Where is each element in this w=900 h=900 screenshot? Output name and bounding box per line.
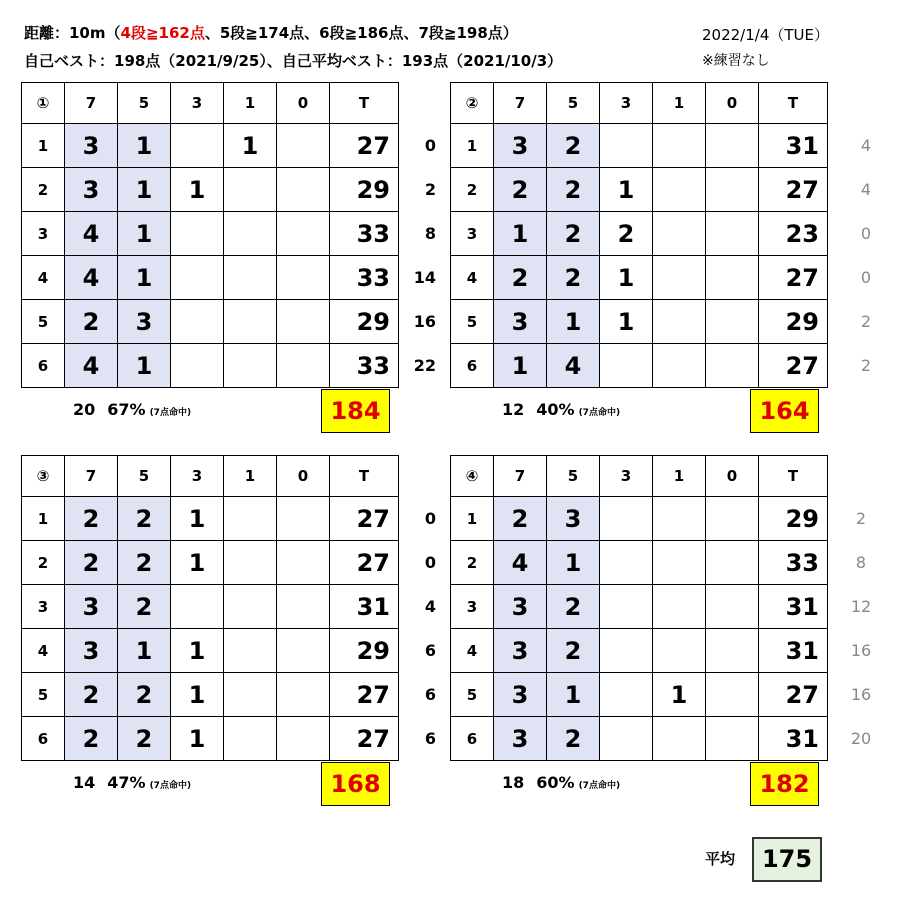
card-label: ①	[22, 83, 65, 124]
hit-percentage-note: (7点命中)	[578, 781, 621, 791]
column-header: 0	[706, 83, 759, 124]
hit-count-cell	[277, 629, 330, 673]
end-total: 33	[330, 256, 399, 300]
hit-count-cell: 4	[65, 212, 118, 256]
side-count: 4	[860, 180, 872, 199]
hit-count-cell: 3	[494, 717, 547, 761]
hit-count-cell	[600, 629, 653, 673]
hit-count-cell	[706, 256, 759, 300]
distance-rank-line	[24, 22, 518, 43]
end-total: 31	[330, 585, 399, 629]
hit-count-cell: 1	[171, 541, 224, 585]
column-header: 3	[600, 456, 653, 497]
hit-count-cell: 2	[65, 541, 118, 585]
hit-count-cell: 1	[118, 212, 171, 256]
hit-count-cell	[277, 497, 330, 541]
card-label: ④	[451, 456, 494, 497]
end-number: 2	[22, 168, 65, 212]
end-total: 29	[759, 300, 828, 344]
hit-count-cell	[277, 300, 330, 344]
column-header: 1	[224, 456, 277, 497]
hit-count-cell: 2	[547, 717, 600, 761]
end-total: 29	[330, 168, 399, 212]
end-total: 27	[759, 256, 828, 300]
hit-count-cell	[277, 168, 330, 212]
hit-count-cell	[224, 344, 277, 388]
end-total: 27	[330, 497, 399, 541]
hit-percentage: 67%	[107, 400, 146, 419]
end-row	[22, 673, 399, 717]
end-row	[451, 212, 828, 256]
running-count: 8	[424, 224, 436, 243]
end-number: 1	[451, 497, 494, 541]
end-row	[22, 124, 399, 168]
hit-count-cell: 2	[547, 256, 600, 300]
hit-count-cell: 2	[118, 673, 171, 717]
hit-count-cell	[706, 124, 759, 168]
hit-count-cell	[224, 168, 277, 212]
column-header: 1	[653, 83, 706, 124]
hit-count-cell: 1	[118, 256, 171, 300]
hit-count-cell	[600, 673, 653, 717]
hit-count-cell	[653, 124, 706, 168]
hit-count-cell	[706, 717, 759, 761]
hit-count-cell: 3	[494, 300, 547, 344]
column-header: 5	[118, 456, 171, 497]
hit-percentage-note: (7点命中)	[149, 781, 192, 791]
end-row	[451, 168, 828, 212]
hit-count-cell	[600, 344, 653, 388]
column-header: 3	[600, 83, 653, 124]
hit-count-cell	[706, 629, 759, 673]
hit-count-cell: 1	[118, 168, 171, 212]
date: 2022/1/4（TUE）	[702, 26, 829, 44]
hit-count-cell	[653, 585, 706, 629]
column-header: T	[759, 456, 828, 497]
hit-count: 14	[73, 773, 96, 792]
hit-percentage-note: (7点命中)	[149, 408, 192, 418]
hit-count-cell: 2	[547, 168, 600, 212]
hit-count-cell	[277, 124, 330, 168]
end-row	[22, 629, 399, 673]
score-card-3	[21, 455, 399, 761]
end-number: 5	[451, 300, 494, 344]
score-card-1	[21, 82, 399, 388]
card-total-score: 182	[750, 762, 819, 806]
running-count: 4	[424, 597, 436, 616]
end-row	[22, 344, 399, 388]
end-total: 29	[759, 497, 828, 541]
hit-count-cell	[224, 300, 277, 344]
hit-count-cell	[171, 124, 224, 168]
hit-count-cell: 2	[547, 124, 600, 168]
hit-count-cell	[224, 256, 277, 300]
end-number: 4	[22, 256, 65, 300]
hit-count-cell: 2	[600, 212, 653, 256]
column-header: 7	[494, 456, 547, 497]
average-value: 175	[752, 837, 822, 882]
end-number: 5	[22, 673, 65, 717]
end-row	[22, 212, 399, 256]
end-total: 27	[330, 124, 399, 168]
hit-count-cell: 2	[118, 585, 171, 629]
side-count: 0	[860, 224, 872, 243]
hit-count-cell: 2	[65, 673, 118, 717]
hit-count-cell	[171, 300, 224, 344]
hit-count-cell	[171, 212, 224, 256]
end-row	[451, 541, 828, 585]
end-total: 27	[759, 344, 828, 388]
hit-count-cell: 2	[65, 717, 118, 761]
hit-count-cell	[224, 585, 277, 629]
end-total: 27	[330, 717, 399, 761]
hit-count-cell: 3	[547, 497, 600, 541]
column-header: 0	[277, 456, 330, 497]
hit-count-cell	[171, 256, 224, 300]
hit-count-cell: 3	[65, 168, 118, 212]
hit-count-cell	[706, 497, 759, 541]
hit-count-cell	[653, 541, 706, 585]
running-count: 6	[424, 729, 436, 748]
card-total-score: 164	[750, 389, 819, 433]
end-number: 3	[451, 585, 494, 629]
hit-count-cell	[653, 168, 706, 212]
average-label: 平均	[705, 850, 736, 868]
end-row	[22, 168, 399, 212]
column-header: 7	[494, 83, 547, 124]
hit-count: 18	[502, 773, 525, 792]
card-total-score: 168	[321, 762, 390, 806]
end-number: 4	[451, 256, 494, 300]
hit-count-cell: 3	[65, 585, 118, 629]
hit-percentage: 47%	[107, 773, 146, 792]
hit-count-cell	[706, 585, 759, 629]
end-total: 33	[330, 212, 399, 256]
end-row	[451, 497, 828, 541]
distance-prefix: 距離：10m（	[24, 24, 121, 42]
hit-count-cell: 1	[224, 124, 277, 168]
end-row	[22, 256, 399, 300]
hit-count-cell: 1	[494, 344, 547, 388]
end-row	[451, 673, 828, 717]
practice-note: ※練習なし	[702, 53, 770, 69]
score-card-2	[450, 82, 828, 388]
end-number: 6	[22, 717, 65, 761]
end-row	[451, 124, 828, 168]
hit-count-cell: 3	[494, 629, 547, 673]
hit-count-cell: 2	[494, 168, 547, 212]
end-number: 6	[451, 344, 494, 388]
hit-count-cell: 2	[494, 256, 547, 300]
end-number: 2	[451, 541, 494, 585]
end-total: 29	[330, 300, 399, 344]
end-total: 31	[759, 717, 828, 761]
hit-count-cell	[224, 629, 277, 673]
hit-count-cell: 2	[118, 717, 171, 761]
hit-count-cell	[706, 300, 759, 344]
column-header: 5	[547, 456, 600, 497]
hit-count-cell: 1	[118, 124, 171, 168]
card-label: ③	[22, 456, 65, 497]
hit-count-cell: 1	[118, 344, 171, 388]
end-total: 33	[330, 344, 399, 388]
hit-count-cell	[277, 212, 330, 256]
hit-count-cell	[600, 541, 653, 585]
hit-count-cell: 2	[65, 497, 118, 541]
end-row	[451, 256, 828, 300]
column-header: T	[330, 456, 399, 497]
hit-count-cell: 2	[118, 541, 171, 585]
hit-count-cell: 3	[65, 629, 118, 673]
end-number: 3	[22, 212, 65, 256]
hit-count-cell	[171, 344, 224, 388]
hit-count-cell	[224, 212, 277, 256]
column-header: 3	[171, 456, 224, 497]
end-number: 5	[451, 673, 494, 717]
end-number: 1	[22, 124, 65, 168]
hit-count-cell: 1	[653, 673, 706, 717]
hit-count-cell	[653, 344, 706, 388]
side-count: 4	[860, 136, 872, 155]
side-count: 20	[850, 729, 872, 748]
column-header: 0	[277, 83, 330, 124]
hit-count-cell	[277, 541, 330, 585]
end-total: 31	[759, 585, 828, 629]
running-count: 16	[413, 312, 436, 331]
end-number: 2	[22, 541, 65, 585]
side-count: 16	[850, 641, 872, 660]
end-total: 27	[759, 168, 828, 212]
running-count: 6	[424, 641, 436, 660]
rank-thresholds: 、5段≧174点、6段≧186点、7段≧198点）	[204, 24, 518, 42]
end-total: 33	[759, 541, 828, 585]
side-count: 0	[860, 268, 872, 287]
hit-count-cell	[600, 124, 653, 168]
hit-count-cell	[277, 673, 330, 717]
hit-count-cell: 1	[171, 497, 224, 541]
hit-count-cell: 1	[600, 300, 653, 344]
hit-count-cell	[224, 541, 277, 585]
hit-summary	[502, 400, 620, 419]
end-row	[451, 344, 828, 388]
hit-count-cell: 1	[600, 168, 653, 212]
end-total: 29	[330, 629, 399, 673]
hit-count-cell	[171, 585, 224, 629]
end-number: 4	[22, 629, 65, 673]
score-card-4	[450, 455, 828, 761]
end-row	[22, 497, 399, 541]
end-row	[451, 629, 828, 673]
hit-count-cell	[653, 497, 706, 541]
hit-count-cell: 1	[600, 256, 653, 300]
column-header: T	[330, 83, 399, 124]
hit-count-cell: 1	[118, 629, 171, 673]
end-row	[22, 717, 399, 761]
column-header: 5	[118, 83, 171, 124]
end-number: 3	[451, 212, 494, 256]
end-total: 31	[759, 124, 828, 168]
end-number: 1	[22, 497, 65, 541]
end-row	[22, 585, 399, 629]
side-count: 2	[860, 356, 872, 375]
card-total-score: 184	[321, 389, 390, 433]
hit-count-cell: 3	[118, 300, 171, 344]
hit-count-cell	[653, 629, 706, 673]
hit-count-cell	[224, 673, 277, 717]
column-header: 1	[653, 456, 706, 497]
end-number: 6	[451, 717, 494, 761]
card-label: ②	[451, 83, 494, 124]
hit-count-cell: 2	[494, 497, 547, 541]
hit-count-cell: 4	[547, 344, 600, 388]
end-number: 5	[22, 300, 65, 344]
hit-count-cell	[706, 212, 759, 256]
end-row	[451, 300, 828, 344]
running-count: 22	[413, 356, 436, 375]
running-count: 0	[424, 553, 436, 572]
end-number: 2	[451, 168, 494, 212]
side-count: 16	[850, 685, 872, 704]
side-count: 2	[860, 312, 872, 331]
running-count: 6	[424, 685, 436, 704]
hit-count-cell: 2	[547, 212, 600, 256]
hit-count-cell	[224, 497, 277, 541]
hit-percentage: 60%	[536, 773, 575, 792]
hit-count-cell: 2	[547, 585, 600, 629]
end-number: 1	[451, 124, 494, 168]
hit-count-cell	[706, 344, 759, 388]
hit-count: 20	[73, 400, 96, 419]
end-row	[451, 585, 828, 629]
end-total: 23	[759, 212, 828, 256]
hit-count-cell: 3	[65, 124, 118, 168]
hit-count-cell	[653, 300, 706, 344]
end-row	[451, 717, 828, 761]
hit-count-cell: 2	[65, 300, 118, 344]
running-count: 0	[424, 136, 436, 155]
hit-count-cell	[706, 168, 759, 212]
hit-count-cell	[653, 717, 706, 761]
hit-count-cell: 2	[118, 497, 171, 541]
hit-count-cell	[706, 541, 759, 585]
hit-count-cell	[277, 717, 330, 761]
hit-count-cell	[224, 717, 277, 761]
hit-count-cell	[600, 497, 653, 541]
hit-count-cell: 1	[547, 673, 600, 717]
running-count: 0	[424, 509, 436, 528]
hit-percentage-note: (7点命中)	[578, 408, 621, 418]
side-count: 2	[855, 509, 867, 528]
column-header: 0	[706, 456, 759, 497]
hit-count-cell: 4	[494, 541, 547, 585]
hit-count: 12	[502, 400, 525, 419]
hit-count-cell	[653, 212, 706, 256]
hit-count-cell	[600, 717, 653, 761]
end-total: 31	[759, 629, 828, 673]
end-number: 6	[22, 344, 65, 388]
hit-count-cell	[277, 585, 330, 629]
hit-count-cell	[653, 256, 706, 300]
side-count: 8	[855, 553, 867, 572]
column-header: 1	[224, 83, 277, 124]
column-header: 7	[65, 83, 118, 124]
running-count: 14	[413, 268, 436, 287]
hit-count-cell: 4	[65, 256, 118, 300]
hit-count-cell: 3	[494, 124, 547, 168]
column-header: 7	[65, 456, 118, 497]
hit-count-cell: 3	[494, 673, 547, 717]
end-number: 3	[22, 585, 65, 629]
hit-count-cell	[706, 673, 759, 717]
hit-count-cell	[277, 344, 330, 388]
column-header: 5	[547, 83, 600, 124]
end-number: 4	[451, 629, 494, 673]
hit-summary	[502, 773, 620, 792]
column-header: T	[759, 83, 828, 124]
side-count: 12	[850, 597, 872, 616]
hit-summary	[73, 773, 191, 792]
column-header: 3	[171, 83, 224, 124]
hit-count-cell: 1	[171, 629, 224, 673]
hit-count-cell: 2	[547, 629, 600, 673]
personal-best-line: 自己ベスト：198点（2021/9/25）、自己平均ベスト：193点（2021/10/3）	[24, 52, 563, 70]
hit-summary	[73, 400, 191, 419]
hit-count-cell	[277, 256, 330, 300]
end-row	[22, 300, 399, 344]
hit-count-cell: 3	[494, 585, 547, 629]
end-total: 27	[330, 673, 399, 717]
hit-count-cell: 1	[547, 300, 600, 344]
running-count: 2	[424, 180, 436, 199]
rank4-threshold: 4段≧162点	[120, 24, 205, 42]
end-total: 27	[330, 541, 399, 585]
hit-percentage: 40%	[536, 400, 575, 419]
hit-count-cell: 1	[494, 212, 547, 256]
end-total: 27	[759, 673, 828, 717]
hit-count-cell: 1	[171, 168, 224, 212]
hit-count-cell: 4	[65, 344, 118, 388]
hit-count-cell: 1	[547, 541, 600, 585]
hit-count-cell	[600, 585, 653, 629]
hit-count-cell: 1	[171, 673, 224, 717]
end-row	[22, 541, 399, 585]
hit-count-cell: 1	[171, 717, 224, 761]
